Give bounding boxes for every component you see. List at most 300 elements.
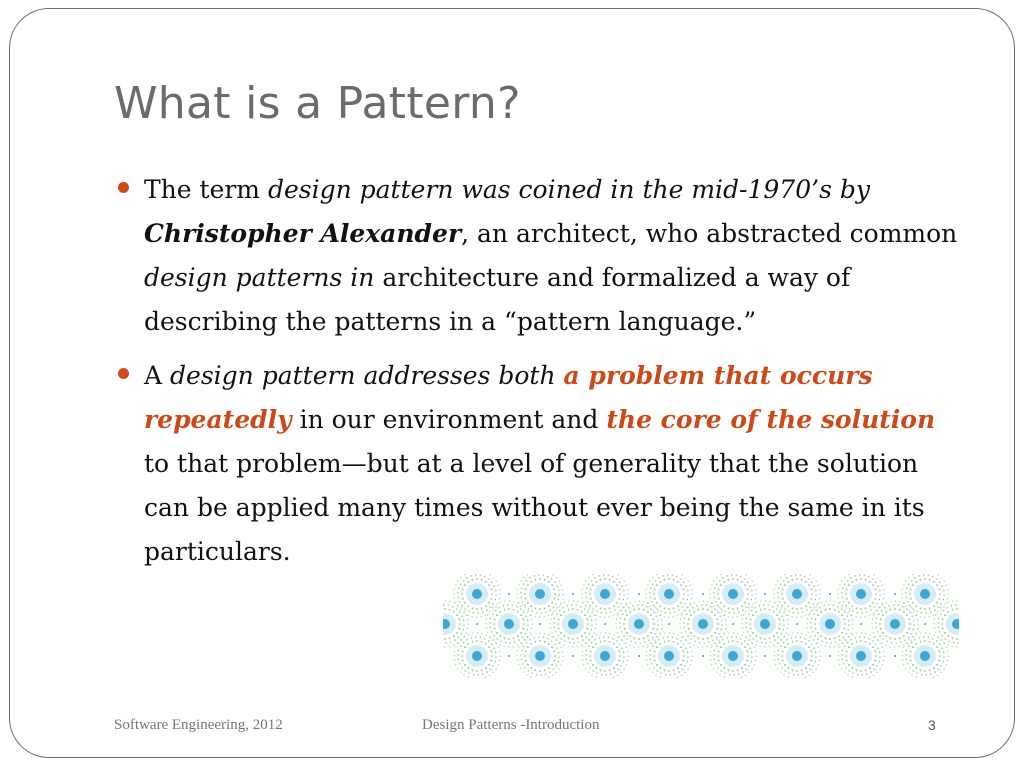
pattern-dot: [533, 637, 535, 639]
pattern-dot: [943, 594, 945, 596]
pattern-dot: [587, 623, 589, 625]
pattern-dot: [944, 604, 946, 606]
pattern-dot: [497, 585, 499, 587]
pattern-dot: [687, 668, 689, 670]
pattern-dot: [723, 667, 725, 669]
pattern-dot: [598, 637, 600, 639]
pattern-dot: [595, 676, 597, 678]
pattern-core: [856, 651, 866, 661]
pattern-dot: [523, 639, 525, 641]
pattern-dot: [866, 611, 868, 613]
pattern-dot: [711, 584, 713, 586]
pattern-dot: [909, 623, 911, 625]
pattern-dot: [659, 581, 661, 583]
pattern-dot: [617, 612, 619, 614]
pattern-dot: [527, 646, 529, 648]
pattern-dot: [656, 584, 658, 586]
pattern-dot: [680, 664, 682, 666]
pattern-dot: [591, 642, 593, 644]
pattern-dot: [601, 612, 603, 614]
pattern-dot: [947, 589, 949, 591]
pattern-dot: [795, 574, 797, 576]
pattern-dot: [851, 676, 853, 678]
pattern-dot: [874, 589, 876, 591]
pattern-small-dot: [702, 593, 704, 595]
pattern-dot: [947, 660, 949, 662]
pattern-dot: [713, 592, 715, 594]
pattern-dot: [883, 598, 885, 600]
pattern-dot: [749, 577, 751, 579]
pattern-dot: [874, 660, 876, 662]
pattern-dot: [654, 651, 656, 653]
pattern-dot: [583, 646, 585, 648]
pattern-dot: [464, 574, 466, 576]
pattern-dot: [796, 578, 798, 580]
pattern-dot: [562, 589, 564, 591]
pattern-dot: [654, 660, 656, 662]
pattern-dot: [956, 646, 958, 648]
pattern-dot: [910, 598, 912, 600]
pattern-dot: [683, 636, 685, 638]
pattern-dot: [852, 619, 854, 621]
pattern-dot: [517, 602, 519, 604]
pattern-dot: [847, 642, 849, 644]
pattern-dot: [625, 610, 627, 612]
pattern-dot: [908, 639, 910, 641]
pattern-dot: [911, 607, 913, 609]
pattern-dot: [507, 604, 509, 606]
pattern-dot: [591, 580, 593, 582]
pattern-dot: [742, 618, 744, 620]
pattern-dot: [925, 612, 927, 614]
pattern-dot: [938, 669, 940, 671]
pattern-dot: [751, 594, 753, 596]
pattern-dot: [910, 589, 912, 591]
pattern-dot: [491, 581, 493, 583]
pattern-dot: [616, 578, 618, 580]
pattern-dot: [828, 604, 830, 606]
bullet-list: [114, 168, 964, 574]
pattern-dot: [782, 598, 784, 600]
pattern-dot: [795, 636, 797, 638]
pattern-dot: [610, 611, 612, 613]
pattern-dot: [547, 576, 549, 578]
pattern-dot: [810, 669, 812, 671]
pattern-dot: [687, 594, 689, 596]
pattern-dot: [489, 574, 491, 576]
pattern-dot: [673, 641, 675, 643]
pattern-dot: [775, 646, 777, 648]
pattern-dot: [747, 593, 749, 595]
pattern-dot: [815, 594, 817, 596]
pattern-dot: [908, 619, 910, 621]
pattern-dot: [520, 668, 522, 670]
pattern-dot: [613, 605, 615, 607]
pattern-dot: [951, 646, 953, 648]
pattern-dot: [619, 622, 621, 624]
pattern-dot: [668, 616, 670, 618]
pattern-dot: [659, 676, 661, 678]
pattern-dot: [586, 650, 588, 652]
pattern-dot: [649, 580, 651, 582]
pattern-dot: [682, 660, 684, 662]
pattern-dot: [690, 638, 692, 640]
pattern-dot: [924, 608, 926, 610]
pattern-dot: [623, 652, 625, 654]
pattern-dot: [681, 674, 683, 676]
pattern-dot: [654, 633, 656, 635]
pattern-dot: [842, 604, 844, 606]
pattern-dot: [493, 635, 495, 637]
pattern-dot: [956, 608, 958, 610]
pattern-dot: [913, 624, 915, 626]
pattern-dot: [869, 634, 871, 636]
pattern-dot: [908, 609, 910, 611]
pattern-dot: [719, 674, 721, 676]
pattern-dot: [522, 637, 524, 639]
pattern-dot: [560, 585, 562, 587]
pattern-dot: [749, 585, 751, 587]
pattern-dot: [783, 642, 785, 644]
pattern-dot: [673, 607, 675, 609]
pattern-dot: [473, 674, 475, 676]
pattern-dot: [916, 634, 918, 636]
pattern-dot: [869, 676, 871, 678]
pattern-dot: [860, 616, 862, 618]
pattern-dot: [520, 580, 522, 582]
pattern-dot: [699, 642, 701, 644]
pattern-dot: [817, 647, 819, 649]
pattern-dot: [619, 643, 621, 645]
pattern-dot: [520, 642, 522, 644]
pattern-dot: [560, 602, 562, 604]
pattern-dot: [627, 598, 629, 600]
pattern-dot: [792, 579, 794, 581]
pattern-dot: [856, 607, 858, 609]
pattern-dot: [813, 613, 815, 615]
pattern-dot: [617, 632, 619, 634]
pattern-dot: [585, 606, 587, 608]
pattern-dot: [747, 655, 749, 657]
pattern-dot: [689, 664, 691, 666]
pattern-dot: [623, 581, 625, 583]
pattern-dot: [785, 615, 787, 617]
pattern-dot: [873, 674, 875, 676]
pattern-dot: [758, 605, 760, 607]
pattern-dot: [473, 612, 475, 614]
pattern-dot: [813, 639, 815, 641]
pattern-dot: [837, 606, 839, 608]
pattern-dot: [764, 638, 766, 640]
pattern-dot: [796, 616, 798, 618]
pattern-dot: [879, 656, 881, 658]
pattern-dot: [563, 644, 565, 646]
pattern-dot: [796, 640, 798, 642]
pattern-dot: [943, 581, 945, 583]
pattern-dot: [612, 638, 614, 640]
pattern-dot: [935, 614, 937, 616]
pattern-dot: [553, 660, 555, 662]
pattern-dot: [917, 623, 919, 625]
pattern-dot: [718, 598, 720, 600]
pattern-dot: [724, 672, 726, 674]
pattern-dot: [801, 633, 803, 635]
pattern-dot: [716, 645, 718, 647]
pattern-dot: [659, 632, 661, 634]
pattern-dot: [745, 674, 747, 676]
pattern-dot: [672, 636, 674, 638]
pattern-dot: [495, 652, 497, 654]
pattern-dot: [558, 606, 560, 608]
pattern-dot: [492, 613, 494, 615]
pattern-dot: [688, 619, 690, 621]
pattern-dot: [807, 618, 809, 620]
pattern-dot: [760, 601, 762, 603]
pattern-dot: [778, 628, 780, 630]
pattern-dot: [796, 608, 798, 610]
pattern-dot: [558, 652, 560, 654]
pattern-dot: [467, 643, 469, 645]
pattern-dot: [864, 616, 866, 618]
pattern-dot: [626, 638, 628, 640]
pattern-dot: [493, 639, 495, 641]
pattern-dot: [902, 650, 904, 652]
pattern-dot: [943, 652, 945, 654]
pattern-dot: [852, 623, 854, 625]
pattern-dot: [905, 659, 907, 661]
pattern-dot: [940, 613, 942, 615]
pattern-dot: [558, 619, 560, 621]
pattern-dot: [584, 608, 586, 610]
pattern-dot: [937, 622, 939, 624]
pattern-dot: [592, 584, 594, 586]
pattern-dot: [814, 635, 816, 637]
pattern-dot: [555, 631, 557, 633]
footer-course: Software Engineering, 2012: [114, 717, 283, 733]
pattern-dot: [707, 601, 709, 603]
pattern-dot: [773, 593, 775, 595]
pattern-dot: [784, 636, 786, 638]
pattern-dot: [617, 674, 619, 676]
pattern-dot: [521, 604, 523, 606]
pattern-dot: [654, 640, 656, 642]
pattern-dot: [523, 611, 525, 613]
pattern-dot: [556, 607, 558, 609]
pattern-dot: [925, 674, 927, 676]
pattern-dot: [902, 597, 904, 599]
pattern-dot: [943, 643, 945, 645]
pattern-dot: [905, 668, 907, 670]
pattern-dot: [467, 667, 469, 669]
pattern-dot: [792, 641, 794, 643]
pattern-dot: [875, 636, 877, 638]
pattern-dot: [725, 623, 727, 625]
pattern-dot: [660, 672, 662, 674]
pattern-dot: [653, 593, 655, 595]
pattern-dot: [468, 672, 470, 674]
pattern-dot: [693, 611, 695, 613]
pattern-dot: [713, 642, 715, 644]
pattern-dot: [517, 611, 519, 613]
pattern-dot: [457, 668, 459, 670]
pattern-dot: [899, 637, 901, 639]
pattern-dot: [810, 607, 812, 609]
pattern-dot: [716, 639, 718, 641]
pattern-dot: [883, 589, 885, 591]
pattern-dot: [881, 610, 883, 612]
pattern-dot: [627, 593, 629, 595]
pattern-dot: [497, 664, 499, 666]
pattern-dot: [488, 602, 490, 604]
pattern-dot: [539, 640, 541, 642]
pattern-dot: [444, 600, 446, 602]
pattern-dot: [480, 636, 482, 638]
pattern-dot: [572, 646, 574, 648]
pattern-dot: [838, 659, 840, 661]
pattern-dot: [723, 605, 725, 607]
pattern-dot: [539, 632, 541, 634]
pattern-dot: [937, 574, 939, 576]
pattern-core: [504, 619, 514, 629]
pattern-dot: [548, 614, 550, 616]
pattern-dot: [715, 663, 717, 665]
pattern-dot: [467, 605, 469, 607]
pattern-dot: [660, 610, 662, 612]
pattern-dot: [625, 585, 627, 587]
pattern-dot: [626, 604, 628, 606]
pattern-dot: [680, 602, 682, 604]
pattern-dot: [573, 642, 575, 644]
pattern-dot: [848, 670, 850, 672]
pattern-dot: [698, 601, 700, 603]
pattern-dot: [750, 628, 752, 630]
pattern-core: [634, 619, 644, 629]
pattern-dot: [943, 668, 945, 670]
pattern-dot: [888, 605, 890, 607]
pattern-dot: [523, 645, 525, 647]
pattern-dot: [742, 609, 744, 611]
pattern-dot: [879, 594, 881, 596]
pattern-dot: [938, 598, 940, 600]
pattern-dot: [647, 646, 649, 648]
pattern-dot: [805, 643, 807, 645]
pattern-dot: [713, 668, 715, 670]
pattern-dot: [905, 606, 907, 608]
pattern-dot: [619, 610, 621, 612]
pattern-dot: [680, 618, 682, 620]
pattern-dot: [649, 659, 651, 661]
pattern-dot: [878, 599, 880, 601]
pattern-dot: [728, 579, 730, 581]
pattern-dot: [732, 578, 734, 580]
pattern-dot: [457, 659, 459, 661]
pattern-dot: [654, 589, 656, 591]
pattern-dot: [548, 634, 550, 636]
pattern-dot: [908, 583, 910, 585]
pattern-dot: [805, 676, 807, 678]
pattern-dot: [777, 592, 779, 594]
pattern-dot: [581, 611, 583, 613]
pattern-dot: [600, 607, 602, 609]
pattern-dot: [787, 628, 789, 630]
pattern-dot: [844, 639, 846, 641]
pattern-dot: [755, 611, 757, 613]
pattern-dot: [548, 581, 550, 583]
bullet-2-accent-1: a problem that occurs repeatedly: [144, 361, 873, 434]
pattern-dot: [590, 589, 592, 591]
pattern-dot: [773, 655, 775, 657]
pattern-dot: [656, 646, 658, 648]
pattern-dot: [929, 641, 931, 643]
pattern-dot: [644, 641, 646, 643]
pattern-dot: [646, 606, 648, 608]
pattern-dot: [851, 581, 853, 583]
pattern-dot: [444, 608, 446, 610]
pattern-dot: [861, 674, 863, 676]
pattern-dot: [687, 656, 689, 658]
pattern-dot: [796, 670, 798, 672]
pattern-dot: [679, 623, 681, 625]
pattern-dot: [805, 634, 807, 636]
pattern-dot: [732, 632, 734, 634]
pattern-dot: [551, 632, 553, 634]
pattern-dot: [777, 597, 779, 599]
pattern-dot: [649, 592, 651, 594]
pattern-dot: [585, 592, 587, 594]
pattern-dot: [895, 642, 897, 644]
pattern-dot: [613, 614, 615, 616]
pattern-dot: [775, 664, 777, 666]
pattern-dot: [716, 628, 718, 630]
pattern-dot: [903, 584, 905, 586]
pattern-dot: [743, 614, 745, 616]
pattern-dot: [719, 615, 721, 617]
pattern-dot: [635, 642, 637, 644]
pattern-dot: [736, 636, 738, 638]
pattern-dot: [905, 592, 907, 594]
pattern-dot: [717, 605, 719, 607]
pattern-dot: [681, 636, 683, 638]
pattern-dot: [915, 615, 917, 617]
pattern-dot: [448, 646, 450, 648]
pattern-dot: [924, 578, 926, 580]
pattern-dot: [910, 651, 912, 653]
pattern-dot: [808, 632, 810, 634]
pattern-dot: [876, 603, 878, 605]
pattern-dot: [495, 606, 497, 608]
pattern-dot: [460, 577, 462, 579]
pattern-dot: [495, 643, 497, 645]
pattern-dot: [781, 655, 783, 657]
pattern-dot: [595, 643, 597, 645]
pattern-dot: [595, 581, 597, 583]
pattern-dot: [728, 669, 730, 671]
pattern-dot: [690, 632, 692, 634]
pattern-dot: [843, 663, 845, 665]
pattern-dot: [590, 598, 592, 600]
pattern-dot: [952, 637, 954, 639]
pattern-dot: [782, 629, 784, 631]
pattern-dot: [554, 618, 556, 620]
pattern-dot: [908, 577, 910, 579]
pattern-dot: [664, 607, 666, 609]
pattern-dot: [810, 627, 812, 629]
pattern-dot: [535, 669, 537, 671]
pattern-dot: [680, 584, 682, 586]
pattern-dot: [773, 602, 775, 604]
pattern-dot: [940, 665, 942, 667]
pattern-dot: [523, 609, 525, 611]
